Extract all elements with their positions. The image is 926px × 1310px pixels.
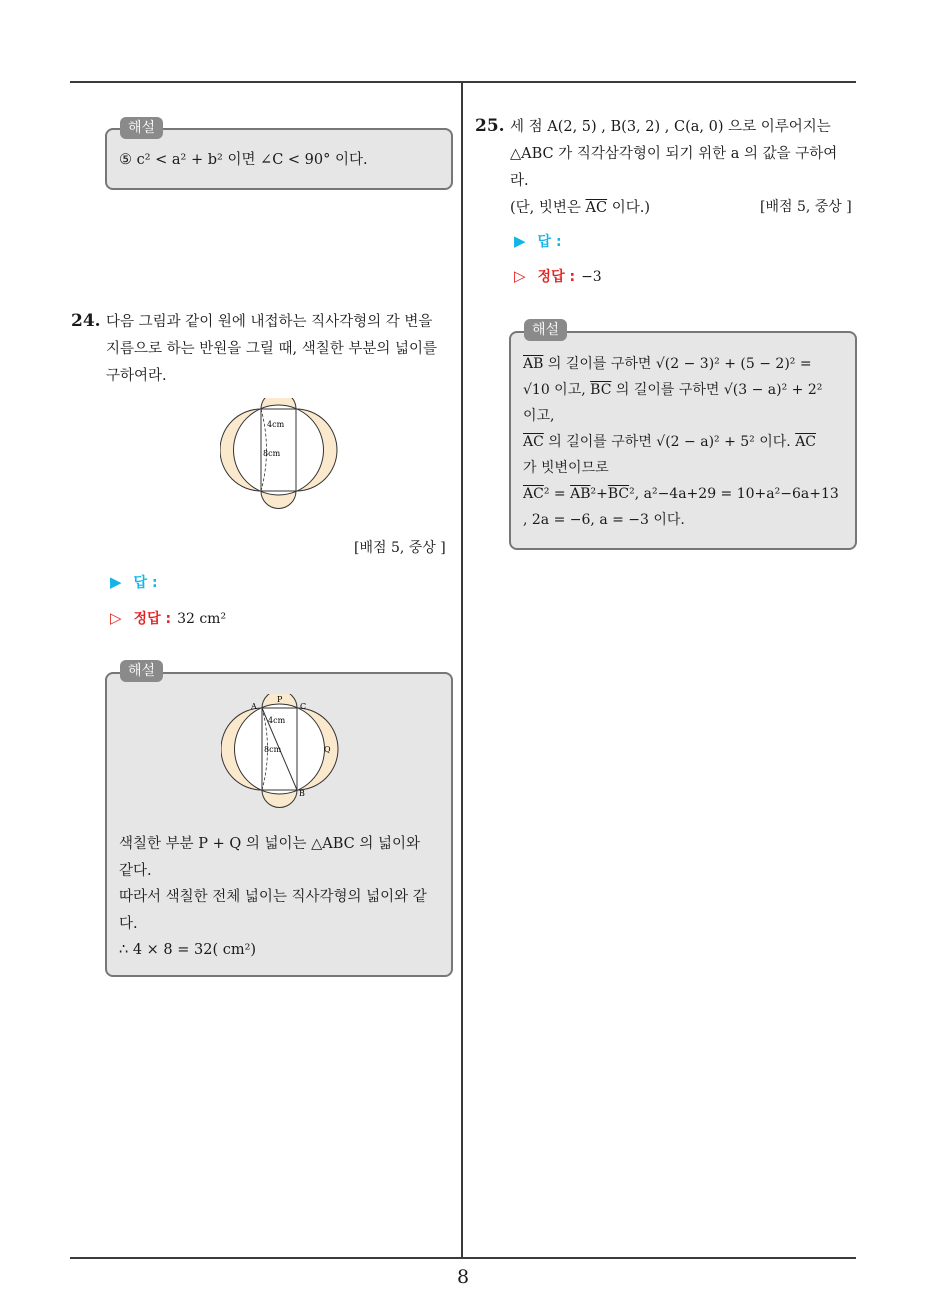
question-line: △ABC 가 직각삼각형이 되기 위한 a 의 값을 구하여 (510, 146, 838, 162)
explanation-line: 이고, (523, 408, 555, 424)
question-line: 라. (510, 173, 529, 189)
label-width: 4cm (268, 716, 286, 725)
play-icon: ▶ (514, 232, 526, 250)
play-icon: ▶ (110, 573, 122, 591)
question-line: 세 점 A(2, 5) , B(3, 2) , C(a, 0) 으로 이루어지는 (510, 119, 831, 135)
bottom-rule (70, 1257, 856, 1259)
explanation-line: 따라서 색칠한 전체 넓이는 직사각형의 넓이와 같 (119, 889, 427, 905)
correct-value: −3 (581, 269, 602, 285)
point-b-label: B (299, 789, 305, 798)
segment-ac: $\overline{AC}$ (585, 200, 608, 216)
question-line: 구하여라. (106, 368, 167, 384)
question-text (106, 309, 437, 390)
answer-row (110, 572, 158, 592)
answer-label: 답 : (133, 575, 158, 591)
top-rule (70, 81, 856, 83)
explanation-figure (221, 694, 339, 812)
score-info: [배점 5, 중상 ] (354, 540, 446, 556)
point-q-label: Q (324, 745, 331, 754)
explanation-line: 가 빗변이므로 (523, 460, 609, 476)
question-line: 지름으로 하는 반원을 그릴 때, 색칠한 부분의 넓이를 (106, 341, 438, 357)
explanation-box-24 (105, 672, 453, 977)
correct-answer-row (514, 266, 602, 286)
correct-value: 32 cm² (177, 611, 227, 627)
explanation-line: 색칠한 부분 P + Q 의 넓이는 △ABC 의 넓이와 (119, 836, 421, 852)
label-width: 4cm (267, 420, 285, 429)
score-info: [배점 5, 중상 ] (760, 199, 852, 215)
question-condition: (단, 빗변은 $\overline{AC}$ 이다.) (510, 200, 650, 216)
explanation-tag: 해설 (524, 319, 567, 341)
explanation-text (119, 831, 427, 964)
outline-play-icon: ▷ (110, 609, 122, 627)
explanation-line: $\overline{AC}^2 = \overline{AB}^2+\overline{BC}^2$, a²−4a+29 = 10+a²−6a+13 (523, 486, 839, 502)
explanation-line: $\overline{AB}$ 의 길이를 구하면 √(2 − 3)² + (5 − 2)² = (523, 356, 812, 372)
outline-play-icon: ▷ (514, 267, 526, 285)
question-number: 24. (71, 311, 101, 331)
correct-label: 정답 : (133, 611, 172, 627)
label-height: 8cm (264, 745, 282, 754)
page-number: 8 (456, 1266, 470, 1288)
explanation-tag: 해설 (120, 660, 163, 682)
correct-answer-row (110, 608, 226, 628)
point-a-label: A (251, 702, 257, 711)
question-line: 다음 그림과 같이 원에 내접하는 직사각형의 각 변을 (106, 314, 433, 330)
answer-row (514, 231, 562, 251)
explanation-text (523, 351, 839, 533)
explanation-line: ∴ 4 × 8 = 32( cm²) (119, 942, 257, 958)
explanation-box-25 (509, 331, 857, 550)
correct-label: 정답 : (537, 269, 576, 285)
answer-label: 답 : (537, 234, 562, 250)
question-number: 25. (475, 116, 505, 136)
point-c-label: C (300, 702, 307, 711)
inscribed-rectangle-figure (220, 398, 338, 510)
explanation-line: √10 이고, $\overline{BC}$ 의 길이를 구하면 √(3 − a)² + 2² (523, 382, 823, 398)
label-height: 8cm (263, 449, 281, 458)
explanation-text: ⑤ c² < a² + b² 이면 ∠C < 90° 이다. (119, 152, 368, 168)
column-divider (461, 82, 463, 1257)
explanation-tag: 해설 (120, 117, 163, 139)
explanation-line: 같다. (119, 862, 152, 879)
point-p-label: P (277, 695, 283, 704)
explanation-line: , 2a = −6, a = −3 이다. (523, 512, 685, 528)
explanation-line: $\overline{AC}$ 의 길이를 구하면 √(2 − a)² + 5² 이다. $\overline{AC}$ (523, 434, 817, 450)
explanation-line: 다. (119, 915, 138, 932)
